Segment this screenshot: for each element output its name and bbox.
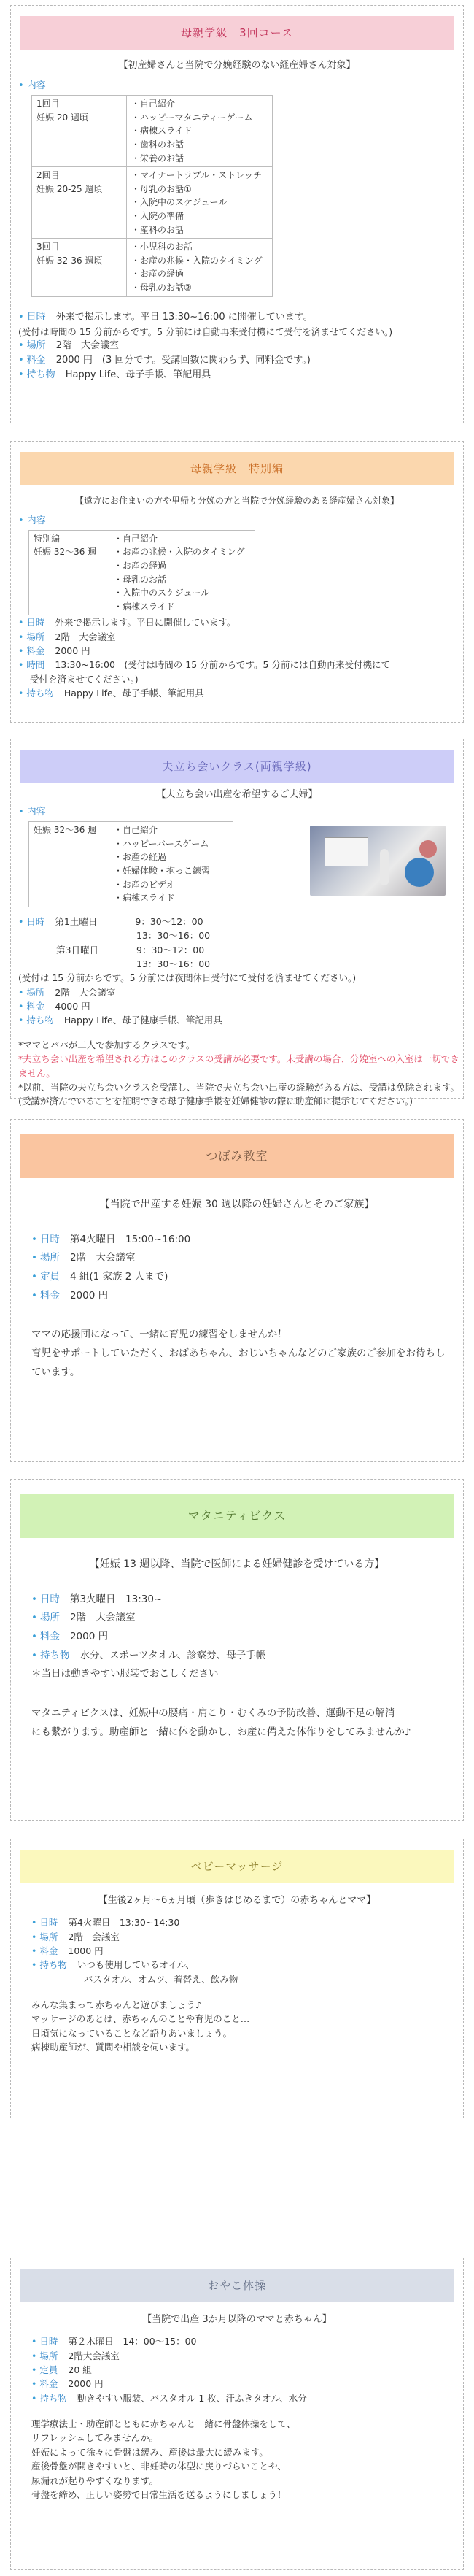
table-cell bbox=[32, 167, 127, 239]
target-audience: 【妊娠 13 週以降、当院で医師による妊婦健診を受けている方】 bbox=[89, 1558, 385, 1570]
bullet-icon: • bbox=[31, 1931, 37, 1942]
text-line: 第3日曜日 bbox=[56, 944, 98, 956]
text-line: 1000 円 bbox=[68, 1945, 104, 1956]
text-line: 場所 bbox=[39, 1931, 58, 1942]
text-line: 第２木曜日 14：00〜15：00 bbox=[68, 2336, 197, 2348]
text-line: 4 組(1 家族 2 人まで) bbox=[69, 1270, 168, 1283]
content-table bbox=[28, 530, 255, 616]
text-line: 第4火曜日 13:30~14:30 bbox=[68, 1917, 180, 1929]
text-line: 定員 bbox=[39, 2364, 58, 2375]
bullet-icon: • bbox=[18, 80, 24, 92]
text-line: 場所 bbox=[39, 2350, 58, 2361]
text-line: 動きやすい服装、バスタオル 1 枚、汗ふきタオル、水分 bbox=[77, 2392, 307, 2404]
bullet-icon: • bbox=[18, 986, 24, 998]
text-line: 2階 大会議室 bbox=[55, 631, 116, 642]
text-line: 内容 bbox=[26, 807, 46, 818]
text-line: ・母乳のお話 bbox=[114, 574, 167, 585]
text-line: ・入院中のスケジュール bbox=[114, 588, 210, 599]
bullet-icon: • bbox=[18, 369, 24, 381]
content-table bbox=[31, 95, 273, 296]
bullet-icon: • bbox=[31, 2378, 37, 2390]
text-line: ・病棟スライド bbox=[114, 893, 175, 904]
text-line: 持ち物 bbox=[26, 1015, 54, 1026]
bullet-icon: • bbox=[18, 355, 24, 366]
class-card-baby-massage bbox=[10, 1839, 464, 2118]
text-line: 13：30〜16：00 bbox=[136, 958, 211, 969]
text-line: 外来で掲示します。平日に開催しています。 bbox=[55, 617, 236, 628]
text-line: 持ち物 bbox=[39, 1649, 70, 1661]
table-cell bbox=[29, 530, 109, 615]
text-line: Happy Life、母子手帳、筆記用具 bbox=[63, 688, 204, 699]
text-line: ・お産の経過 bbox=[131, 269, 184, 280]
text-line: ・栄養のお話 bbox=[131, 153, 184, 164]
reception-note: (受付は時間の 15 分前からです。5 分前には自動再来受付機にて受付を済ませてください。) bbox=[18, 326, 393, 337]
bullet-icon: • bbox=[18, 1001, 24, 1012]
bullet-icon: • bbox=[31, 2336, 37, 2348]
bullet-icon: • bbox=[31, 1593, 37, 1605]
class-card-maternal-3 bbox=[10, 5, 464, 423]
text-line: 妊娠 32-36 週頃 bbox=[36, 255, 103, 266]
text-line: 日時 bbox=[26, 311, 46, 323]
text-line: ・母乳のお話② bbox=[131, 282, 192, 293]
text-line: ・病棟スライド bbox=[131, 126, 193, 137]
text-line: 育児をサポートしていただく、おばあちゃん、おじいちゃんなどのご家族のご参加をお待ちしています。 bbox=[31, 1347, 446, 1378]
text-line: 9：30〜12：00 bbox=[135, 915, 203, 927]
bullet-icon: • bbox=[18, 1015, 24, 1026]
text-line: 13:30~16:00 (受付は時間の 15 分前からです。5 分前には自動再来受付機にて bbox=[55, 659, 390, 671]
bullet-icon: • bbox=[31, 1945, 37, 1956]
table-cell bbox=[29, 822, 109, 907]
text-line: ・入院中のスケジュール bbox=[131, 197, 228, 208]
text-line: *以前、当院の夫立ち会いクラスを受講し、当院で夫立ち会い出産の経験がある方は、受講は免除されます。(受講が済んでいることを証明できる母子健康手帳を妊婦健診の際に助産師に提示してください。) bbox=[18, 1081, 459, 1107]
text-line: 場所 bbox=[26, 986, 45, 998]
bullet-icon: • bbox=[18, 688, 24, 699]
text-line: ・マイナートラブル・ストレッチ bbox=[131, 170, 263, 181]
card-title: つぼみ教室 bbox=[20, 1134, 454, 1178]
bullet-icon: • bbox=[31, 1649, 37, 1661]
text-line: みんな集まって赤ちゃんと遊びましょう♪ bbox=[31, 1999, 201, 2011]
text-line: ・入院の準備 bbox=[131, 211, 184, 222]
text-line: ＊当日は動きやすい服装でおこしください bbox=[31, 1668, 219, 1680]
bullet-icon: • bbox=[31, 1612, 37, 1624]
text-line: 日時 bbox=[39, 1233, 60, 1245]
text-line: 持ち物 bbox=[39, 2392, 67, 2404]
text-line: Happy Life、母子手帳、筆記用具 bbox=[65, 369, 211, 381]
text-line: 2000 円 (3 回分です。受講回数に関わらず、同料金です。) bbox=[55, 355, 311, 366]
text-line: 料金 bbox=[26, 645, 45, 657]
text-line: 日頃気になっていることなど語りあいましょう。 bbox=[31, 2027, 233, 2039]
content-label: 内容 bbox=[26, 80, 46, 92]
text-line: 日時 bbox=[26, 617, 45, 628]
text-line: ・お産の経過 bbox=[114, 852, 167, 863]
text-line: 持ち物 bbox=[39, 1959, 67, 1971]
card-title: 夫立ち会いクラス(両親学級) bbox=[20, 750, 454, 783]
text-line: 特別編 bbox=[34, 533, 61, 544]
text-line: 時間 bbox=[26, 659, 45, 671]
bullet-icon: • bbox=[18, 645, 24, 657]
text-line: 日時 bbox=[26, 915, 45, 927]
target-audience: 【当院で出産する妊娠 30 週以降の妊婦さんとそのご家族】 bbox=[99, 1199, 375, 1210]
text-line: ・妊婦体験・抱っこ練習 bbox=[114, 866, 211, 877]
text-line: ・病棟スライド bbox=[114, 601, 175, 612]
table-cell bbox=[127, 239, 273, 296]
target-audience: 【生後2ヶ月〜6ヵ月頃（歩きはじめるまで）の赤ちゃんとママ】 bbox=[98, 1895, 376, 1906]
text-line: 妊娠 20-25 週頃 bbox=[36, 183, 103, 194]
text-line: ・お産のビデオ bbox=[114, 879, 175, 890]
text-line: リフレッシュしてみませんか。 bbox=[31, 2432, 159, 2444]
text-line: ・ハッピーバースゲーム bbox=[114, 838, 209, 849]
bullet-icon: • bbox=[18, 515, 24, 526]
text-line: 場所 bbox=[26, 631, 45, 642]
text-line: 妊娠 20 週頃 bbox=[36, 112, 88, 123]
text-line: 2000 円 bbox=[69, 1630, 109, 1642]
text-line: ・お産の経過 bbox=[114, 560, 167, 571]
text-line: 日時 bbox=[39, 2336, 58, 2348]
text-line: 料金 bbox=[39, 1289, 60, 1302]
bullet-icon: • bbox=[31, 1959, 37, 1971]
text-line: バスタオル、オムツ、着替え、飲み物 bbox=[84, 1973, 238, 1985]
text-line: 2階 大会議室 bbox=[69, 1612, 136, 1624]
target-audience: 【初産婦さんと当院で分娩経験のない経産婦さん対象】 bbox=[118, 60, 356, 71]
text-line: 料金 bbox=[39, 2378, 58, 2390]
text-line: 持ち物 bbox=[26, 688, 54, 699]
bullet-icon: • bbox=[18, 617, 24, 628]
text-line: ・小児科のお話 bbox=[131, 242, 193, 253]
table-cell bbox=[32, 96, 127, 167]
class-card-maternal-special bbox=[10, 441, 464, 723]
text-line: ・自己紹介 bbox=[114, 825, 158, 836]
text-line: 1回目 bbox=[36, 99, 60, 109]
text-line: (受付は 15 分前からです。5 分前には夜間休日受付にて受付を済ませてください。) bbox=[18, 972, 357, 984]
text-line: 第4火曜日 15:00~16:00 bbox=[69, 1233, 191, 1245]
text-line: *夫立ち会い出産を希望される方はこのクラスの受講が必要です。未受講の場合、分娩室への入室は一切できません。 bbox=[18, 1053, 459, 1079]
text-line: ・ハッピーマタニティーゲーム bbox=[131, 112, 253, 123]
bullet-icon: • bbox=[18, 340, 24, 352]
class-card-couple bbox=[10, 739, 464, 1107]
bullet-icon: • bbox=[18, 807, 24, 818]
card-title: 母親学級 3回コース bbox=[20, 16, 454, 50]
content-table bbox=[28, 821, 233, 907]
bullet-icon: • bbox=[31, 1630, 37, 1642]
text-line: 受付を済ませてください。) bbox=[30, 673, 139, 685]
text-line: 定員 bbox=[39, 1270, 60, 1283]
target-audience: 【遠方にお住まいの方や里帰り分娩の方と当院で分娩経験のある経産婦さん対象】 bbox=[74, 496, 399, 506]
text-line: 持ち物 bbox=[26, 369, 55, 381]
card-title: おやこ体操 bbox=[20, 2269, 454, 2302]
text-line: 尿漏れが起りやすくなります。 bbox=[31, 2475, 159, 2486]
text-line: マタニティビクスは、妊娠中の腰痛・肩こり・むくみの予防改善、運動不足の解消 bbox=[31, 1707, 395, 1719]
bullet-icon: • bbox=[31, 1289, 37, 1302]
text-line: 2階 大会議室 bbox=[55, 340, 119, 352]
text-line: マッサージのあとは、赤ちゃんのことや育児のこと… bbox=[31, 2013, 250, 2025]
text-line: *ママとパパが二人で参加するクラスです。 bbox=[18, 1039, 195, 1050]
text-line: ・歯科のお話 bbox=[131, 139, 184, 150]
text-line: 9：30〜12：00 bbox=[136, 944, 205, 956]
text-line: 料金 bbox=[39, 1945, 58, 1956]
text-line: 2回目 bbox=[36, 170, 60, 181]
text-line: 場所 bbox=[39, 1252, 60, 1264]
text-line: 2000 円 bbox=[69, 1289, 109, 1302]
text-line: 妊娠 32〜36 週 bbox=[34, 547, 97, 558]
text-line: ・自己紹介 bbox=[114, 533, 158, 544]
text-line: ・お産の兆候・入院のタイミング bbox=[131, 255, 263, 266]
text-line: 病棟助産師が、質問や相談を伺います。 bbox=[31, 2042, 195, 2053]
text-line: 2階 大会議室 bbox=[69, 1252, 136, 1264]
text-line: 理学療法士・助産師とともに赤ちゃんと一緒に骨盤体操をして、 bbox=[31, 2418, 296, 2430]
text-line: 13：30〜16：00 bbox=[136, 930, 211, 942]
text-line: いつも使用しているオイル、 bbox=[77, 1959, 195, 1971]
text-line: ・産科のお話 bbox=[131, 224, 184, 235]
text-line: 水分、スポーツタオル、診察券、母子手帳 bbox=[79, 1649, 266, 1661]
table-cell bbox=[109, 822, 233, 907]
card-title: 母親学級 特別編 bbox=[20, 452, 454, 485]
text-line: Happy Life、母子健康手帳、筆記用具 bbox=[63, 1015, 222, 1026]
bullet-icon: • bbox=[18, 659, 24, 671]
card-title: マタニティビクス bbox=[20, 1494, 454, 1538]
class-card-maternity-bics bbox=[10, 1479, 464, 1821]
text-line: 日時 bbox=[39, 1593, 60, 1605]
class-card-parent-child-exercise bbox=[10, 2258, 464, 2570]
bullet-icon: • bbox=[31, 1252, 37, 1264]
text-line: 場所 bbox=[39, 1612, 60, 1624]
text-line: 2階 会議室 bbox=[68, 1931, 120, 1942]
text-line: 2階 大会議室 bbox=[55, 986, 116, 998]
text-line: 2階大会議室 bbox=[68, 2350, 120, 2361]
target-audience: 【当院で出産 3か月以降のママと赤ちゃん】 bbox=[142, 2314, 332, 2325]
bullet-icon: • bbox=[31, 1233, 37, 1245]
text-line: にも繋がります。助産師と一緒に体を動かし、お産に備えた体作りをしてみませんか♪ bbox=[31, 1726, 411, 1738]
text-line: 3回目 bbox=[36, 242, 60, 253]
bullet-icon: • bbox=[18, 311, 24, 323]
text-line: ママの応援団になって、一緒に育児の練習をしませんか！ bbox=[31, 1329, 287, 1341]
text-line: 2000 円 bbox=[68, 2378, 104, 2390]
text-line: 20 組 bbox=[68, 2364, 92, 2375]
text-line: 妊娠 32〜36 週 bbox=[34, 825, 97, 836]
date-text: 外来で掲示します。平日 13:30~16:00 に開催しています。 bbox=[55, 311, 313, 323]
text-line: 産後骨盤が開きやすいと、非妊時の体型に戻りづらいことや、 bbox=[31, 2461, 287, 2472]
text-line: 第3火曜日 13:30~ bbox=[69, 1593, 163, 1605]
text-line: 4000 円 bbox=[55, 1001, 90, 1012]
text-line: 料金 bbox=[26, 1001, 45, 1012]
text-line: 妊娠によって徐々に骨盤は緩み、産後は最大に緩みます。 bbox=[31, 2446, 268, 2458]
table-cell bbox=[127, 96, 273, 167]
bullet-icon: • bbox=[31, 1917, 37, 1929]
card-title: ベビーマッサージ bbox=[20, 1850, 454, 1883]
bullet-icon: • bbox=[18, 631, 24, 642]
table-cell bbox=[32, 239, 127, 296]
text-line: ・母乳のお話① bbox=[131, 183, 192, 194]
text-line: 場所 bbox=[26, 340, 46, 352]
bullet-icon: • bbox=[18, 915, 24, 927]
text-line: 2000 円 bbox=[55, 645, 90, 657]
text-line: ・自己紹介 bbox=[131, 99, 176, 109]
class-photo bbox=[310, 826, 446, 896]
text-line: ・お産の兆候・入院のタイミング bbox=[114, 547, 245, 558]
text-line: 内容 bbox=[26, 515, 46, 526]
bullet-icon: • bbox=[31, 2392, 37, 2404]
text-line: 日時 bbox=[39, 1917, 58, 1929]
text-line: 料金 bbox=[26, 355, 46, 366]
bullet-icon: • bbox=[31, 2364, 37, 2375]
table-cell bbox=[127, 167, 273, 239]
bullet-icon: • bbox=[31, 1270, 37, 1283]
table-cell bbox=[109, 530, 255, 615]
class-card-tsubomi bbox=[10, 1119, 464, 1462]
text-line: 骨盤を締め、正しい姿勢で日常生活を送るようにしましょう！ bbox=[31, 2488, 287, 2500]
bullet-icon: • bbox=[31, 2350, 37, 2361]
target-audience: 【夫立ち会い出産を希望するご夫婦】 bbox=[156, 789, 318, 800]
text-line: 料金 bbox=[39, 1630, 60, 1642]
text-line: 第1土曜日 bbox=[55, 915, 98, 927]
